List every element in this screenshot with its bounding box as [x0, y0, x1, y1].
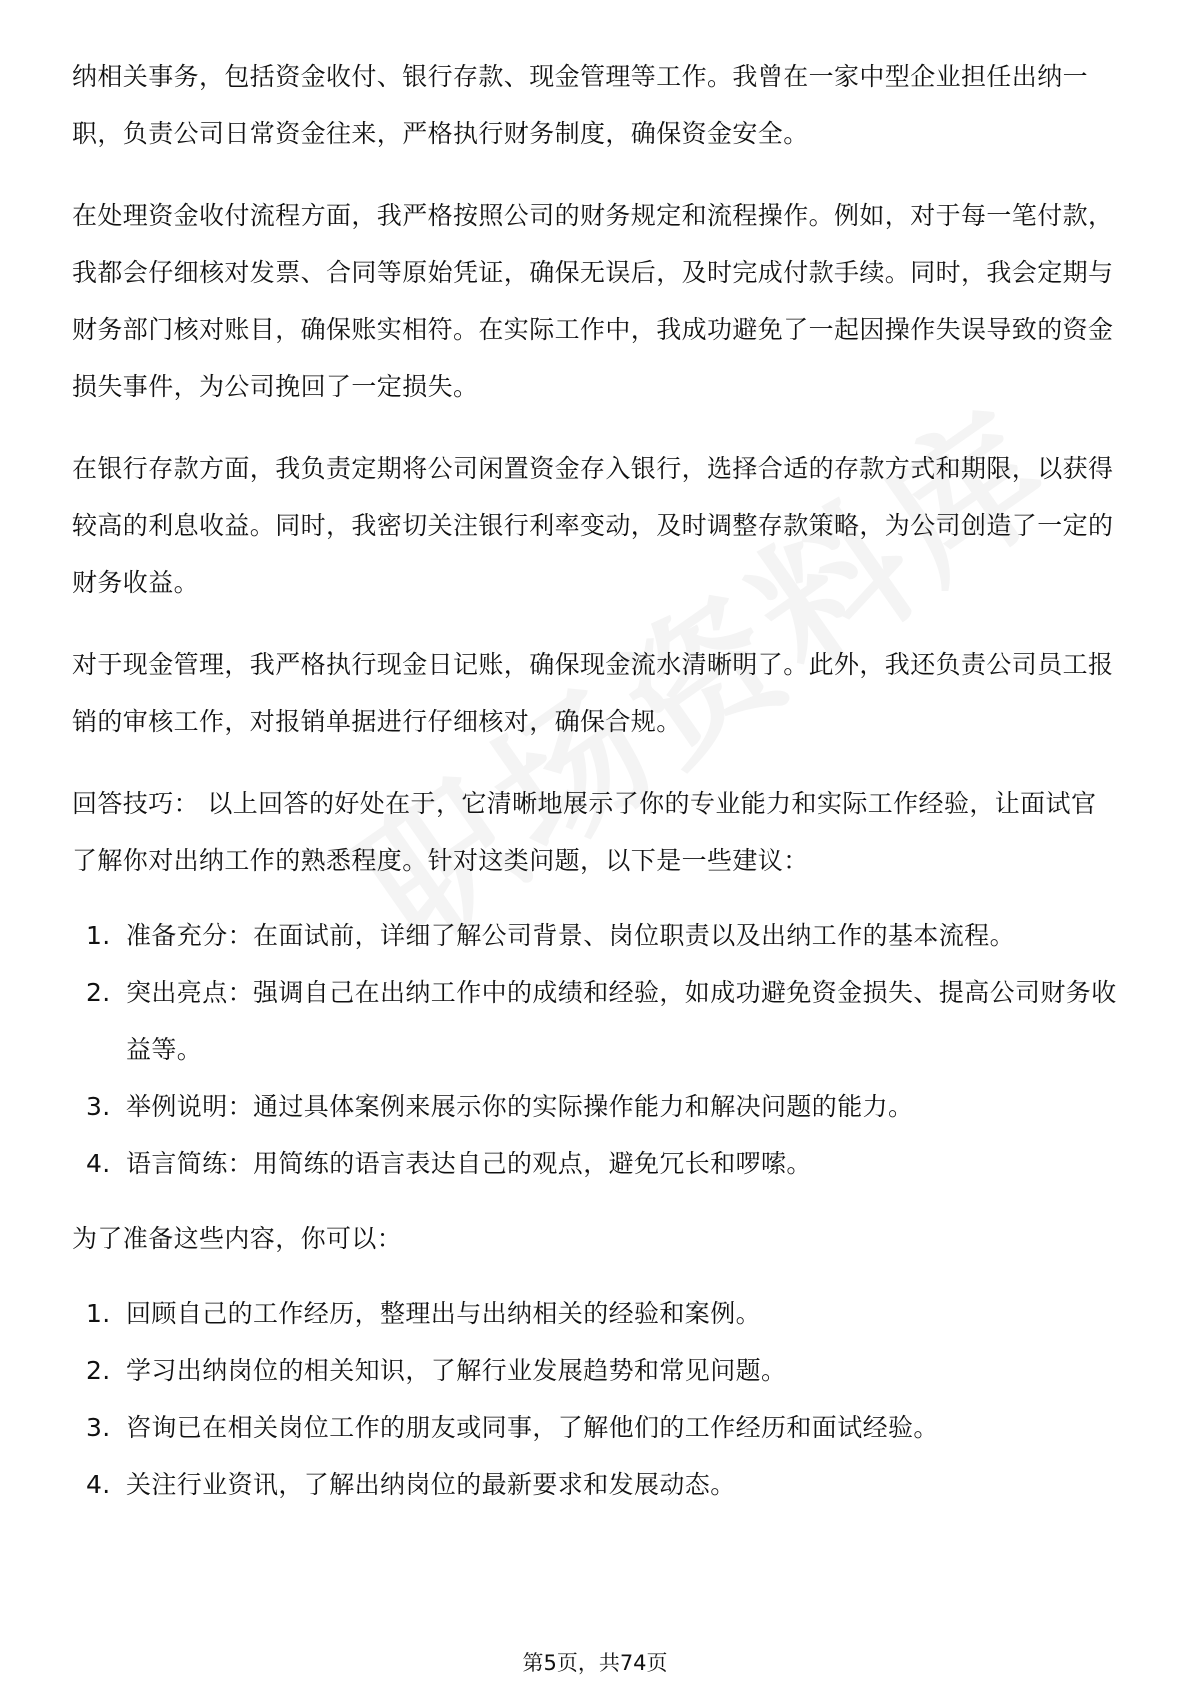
list-item: 2. 学习出纳岗位的相关知识，了解行业发展趋势和常见问题。 — [86, 1356, 787, 1385]
list-item: 3. 举例说明：通过具体案例来展示你的实际操作能力和解决问题的能力。 — [86, 1092, 914, 1121]
page-number: 第5页，共74页 — [522, 1651, 668, 1675]
prep-list — [72, 1285, 1118, 1513]
list-item: 2. 突出亮点：强调自己在出纳工作中的成绩和经验，如成功避免资金损失、提高公司财务收益等。 — [86, 978, 1117, 1064]
list-item: 3. 咨询已在相关岗位工作的朋友或同事，了解他们的工作经历和面试经验。 — [86, 1413, 939, 1442]
document-body — [72, 48, 1118, 1513]
list-item: 1. 回顾自己的工作经历，整理出与出纳相关的经验和案例。 — [86, 1299, 762, 1328]
paragraph-intro: 纳相关事务，包括资金收付、银行存款、现金管理等工作。我曾在一家中型企业担任出纳一职，负责公司日常资金往来，严格执行财务制度，确保资金安全。 — [72, 62, 1089, 148]
paragraph-prep-intro: 为了准备这些内容，你可以： — [72, 1224, 403, 1253]
list-item: 1. 准备充分：在面试前，详细了解公司背景、岗位职责以及出纳工作的基本流程。 — [86, 921, 1016, 950]
tips-list — [72, 907, 1118, 1192]
paragraph-payments: 在处理资金收付流程方面，我严格按照公司的财务规定和流程操作。例如，对于每一笔付款，我都会仔细核对发票、合同等原始凭证，确保无误后，及时完成付款手续。同时，我会定期与财务部门核对账目，确保账实相符。在实际工作中，我成功避免了一起因操作失误导致的资金损失事件，为公司挽回了一定损失。 — [72, 201, 1114, 401]
paragraph-answer-tips: 回答技巧： 以上回答的好处在于，它清晰地展示了你的专业能力和实际工作经验，让面试官了解你对出纳工作的熟悉程度。针对这类问题，以下是一些建议： — [72, 789, 1097, 875]
paragraph-bank-deposits: 在银行存款方面，我负责定期将公司闲置资金存入银行，选择合适的存款方式和期限，以获得较高的利息收益。同时，我密切关注银行利率变动，及时调整存款策略，为公司创造了一定的财务收益。 — [72, 454, 1114, 597]
list-item: 4. 语言简练：用简练的语言表达自己的观点，避免冗长和啰嗦。 — [86, 1149, 812, 1178]
paragraph-cash-management: 对于现金管理，我严格执行现金日记账，确保现金流水清晰明了。此外，我还负责公司员工报销的审核工作，对报销单据进行仔细核对，确保合规。 — [72, 650, 1114, 736]
list-item: 4. 关注行业资讯，了解出纳岗位的最新要求和发展动态。 — [86, 1470, 736, 1499]
